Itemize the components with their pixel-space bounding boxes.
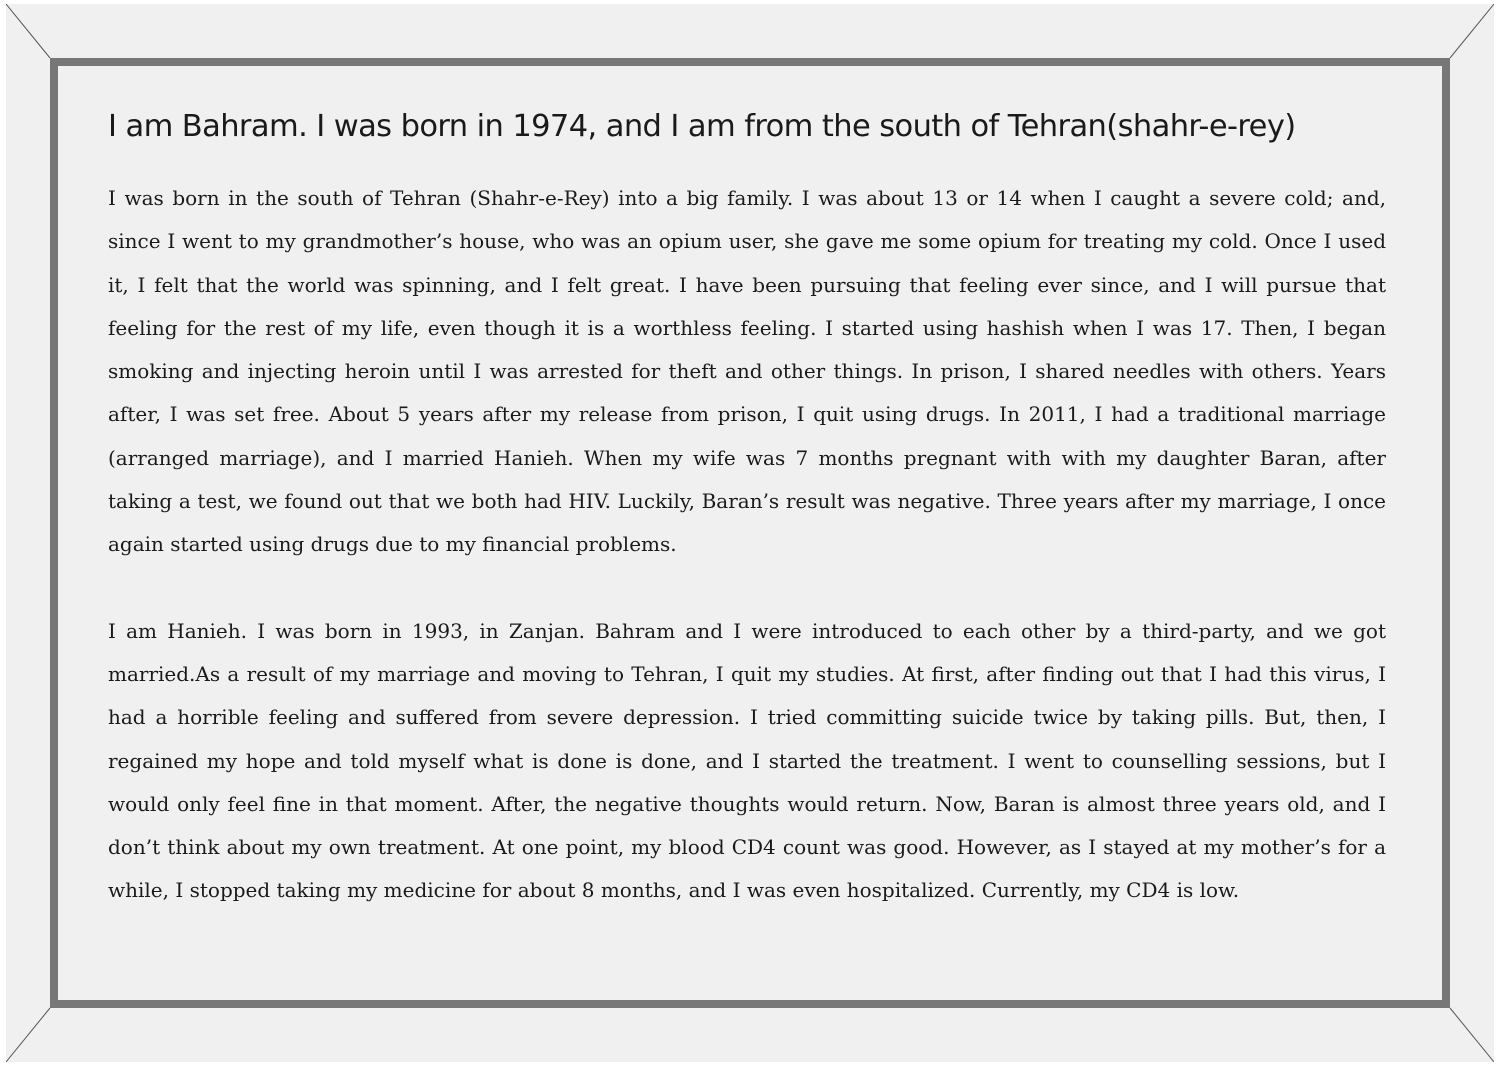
story-paragraph-hanieh: I am Hanieh. I was born in 1993, in Zanjan. Bahram and I were introduced to each other by a third-party, and we got married.As a result of my marriage and moving to Tehran, I quit my studies. At first, after finding out that I had this virus, I had a horrible feeling and suffered from severe depression. I tried committing suicide twice by taking pills. But, then, I regained my hope and told myself what is done is done, and I started the treatment. I went to counselling sessions, but I would only feel fine in that moment. After, the negative thoughts would return. Now, Baran is almost three years old, and I don’t think about my own treatment. At one point, my blood CD4 count was good. However, as I stayed at my mother’s for a while, I stopped taking my medicine for about 8 months, and I was even hospitalized. Currently, my CD4 is low. (108, 618, 1386, 903)
corner-line-bottom-left (6, 1008, 50, 1062)
corner-line-bottom-right (1450, 1008, 1494, 1062)
story-content (108, 104, 1386, 913)
story-title: I am Bahram. I was born in 1974, and I am from the south of Tehran(shahr-e-rey) (108, 109, 1296, 144)
corner-line-top-left (6, 4, 50, 58)
corner-line-top-right (1450, 4, 1494, 58)
story-frame (50, 58, 1450, 1008)
story-paragraph-bahram: I was born in the south of Tehran (Shahr-e-Rey) into a big family. I was about 13 or 14 when I caught a severe cold; and, since I went to my grandmother’s house, who was an opium user, she gave me some opium for treating my cold. Once I used it, I felt that the world was spinning, and I felt great. I have been pursuing that feeling ever since, and I will pursue that feeling for the rest of my life, even though it is a worthless feeling. I started using hashish when I was 17. Then, I began smoking and injecting heroin until I was arrested for theft and other things. In prison, I shared needles with others. Years after, I was set free. About 5 years after my release from prison, I quit using drugs. In 2011, I had a traditional marriage (arranged marriage), and I married Hanieh. When my wife was 7 months pregnant with with my daughter Baran, after taking a test, we found out that we both had HIV. Luckily, Baran’s result was negative. Three years after my marriage, I once again started using drugs due to my financial problems. (108, 186, 1386, 557)
page-background (6, 4, 1494, 1062)
